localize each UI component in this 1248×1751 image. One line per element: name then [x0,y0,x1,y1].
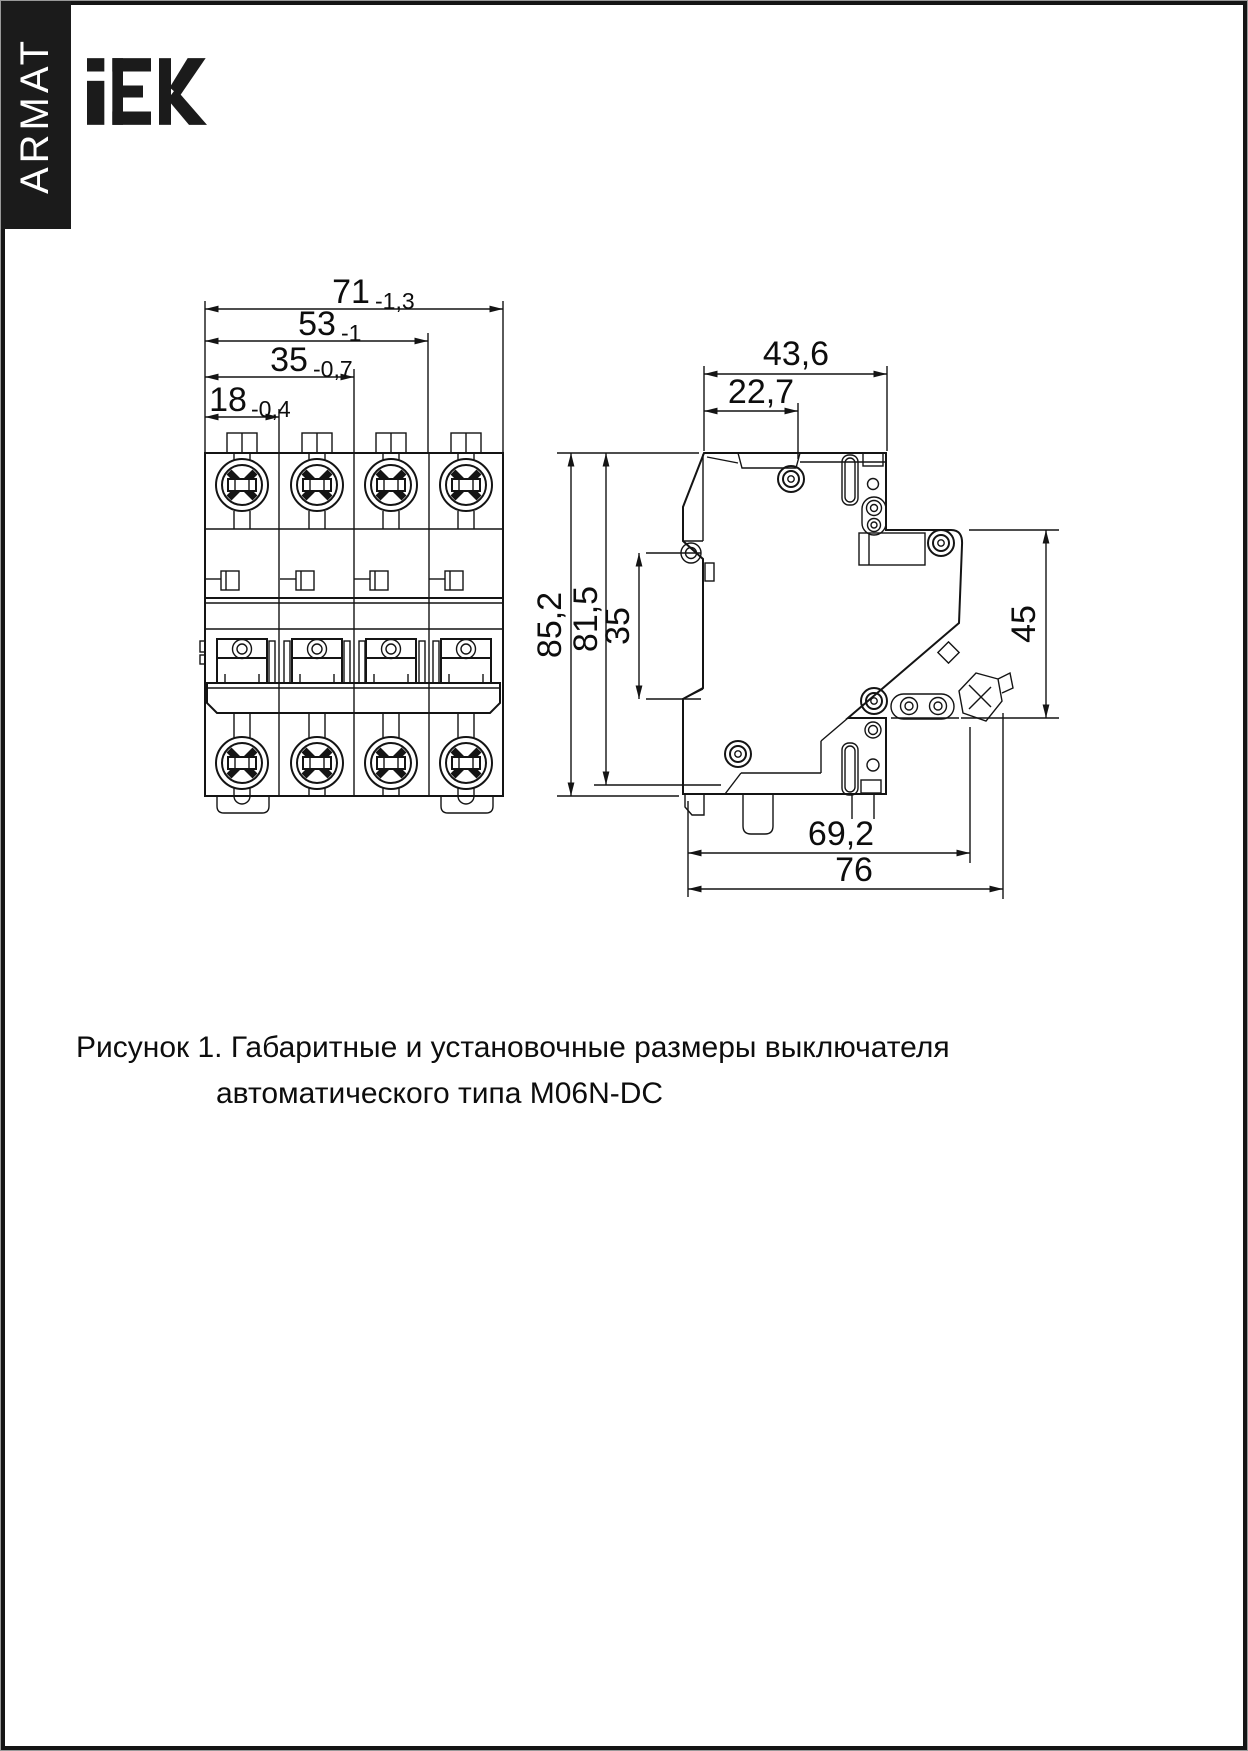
figure-caption-line1: Рисунок 1. Габаритные и установочные размеры выключателя [76,1031,950,1064]
dim-din-recess-35: 35 [599,607,637,645]
dim-width-35: 35 [270,341,308,379]
dim-depth-22-7: 22,7 [727,373,795,411]
dim-height-45: 45 [1005,605,1043,643]
dim-width-53-tol: -1 [341,320,362,346]
brand-sidebar-label: ARMAT [13,36,58,194]
dim-width-71-tol: -1,3 [375,288,415,314]
iek-logo [87,58,207,125]
brand-sidebar [1,1,71,229]
dimension-drawing [1,1,1248,1751]
dim-width-18-tol: -0,4 [251,396,291,422]
dim-width-71: 71 [332,273,370,311]
dim-depth-43-6: 43,6 [762,335,830,373]
bottom-step [725,718,874,819]
side-features [842,453,959,795]
dim-height-81-5: 81,5 [567,585,605,653]
dim-depth-76: 76 [835,851,873,889]
iek-logo-glyphs [87,58,207,125]
front-view-dimensions [205,273,503,453]
toggle-recess [707,453,886,468]
housing-screws [681,466,954,767]
dim-depth-69-2: 69,2 [807,815,875,853]
lower-right-pad [891,694,954,719]
dim-height-85-2: 85,2 [531,591,569,659]
dim-width-35-tol: -0,7 [313,356,353,382]
indicator-tabs [205,571,463,590]
figure-caption-line2: автоматического типа M06N-DC [216,1077,664,1110]
dim-width-18: 18 [209,381,247,419]
side-view-dimensions [531,335,1059,899]
front-view [200,273,503,813]
mounting-feet [217,796,493,813]
dim-width-53: 53 [298,305,336,343]
side-view [531,335,1059,899]
